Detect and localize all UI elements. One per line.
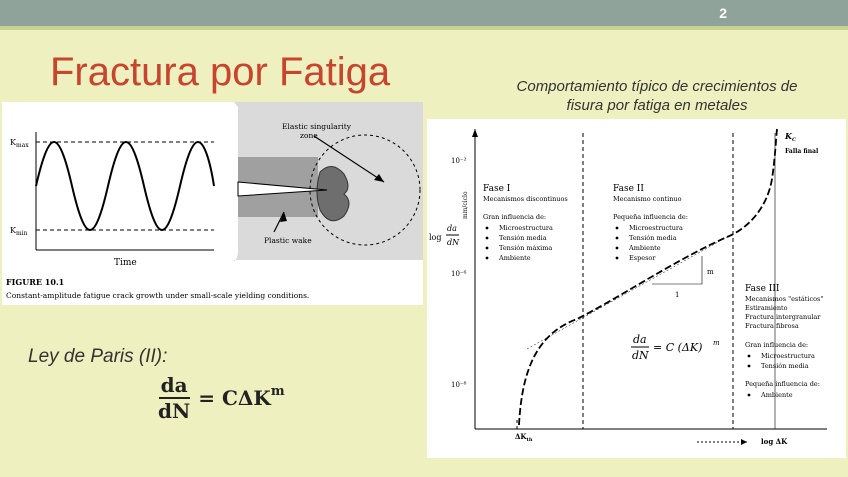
phase-3-line: Mecanismos "estáticos": [745, 295, 824, 303]
phase-3-small-item: Ambiente: [761, 391, 793, 399]
x-axis-label: log ΔK: [761, 437, 788, 446]
phase-1-block: [483, 184, 568, 262]
phase-2-item: Tensión media: [629, 234, 677, 242]
tick-top: 10⁻²: [451, 157, 467, 165]
formula-numerator: da: [160, 373, 188, 397]
figure-subtitle: [487, 77, 827, 115]
phase-1-item: Tensión media: [499, 234, 547, 242]
formula-fraction: [156, 373, 192, 423]
bullet: [616, 257, 619, 260]
plastic-zone-shape: [317, 166, 349, 220]
phase-2-title: Fase II: [613, 184, 644, 194]
bullet: [748, 365, 751, 368]
bullet: [486, 247, 489, 250]
paris-law-heading: Ley de Paris (II):: [28, 346, 168, 367]
bullet: [748, 394, 751, 397]
phase-2-block: [613, 184, 688, 262]
y-label-log: log: [429, 233, 442, 242]
wake-label: Plastic wake: [264, 236, 312, 245]
formula-exponent: m: [270, 383, 285, 399]
phase-2-item: Microestructura: [629, 224, 683, 232]
phase-1-influence: Gran influencia de:: [483, 213, 547, 221]
tick-mid: 10⁻⁶: [451, 270, 467, 278]
bullet: [616, 247, 619, 250]
phase-1-item: Microestructura: [499, 224, 553, 232]
time-label: Time: [114, 258, 137, 268]
phase-3-line: Fractura intergranular: [745, 313, 821, 321]
subtitle-line-2: fisura por fatiga en metales: [566, 97, 748, 114]
phase-3-line: Fractura fibrosa: [745, 322, 799, 330]
dk-threshold: $\Delta K_{th}$: [515, 432, 533, 443]
phase-2-subtitle: Mecanismo continuo: [613, 195, 682, 203]
crack-growth-curve: [519, 129, 777, 425]
singularity-label: Elastic singularity: [282, 122, 352, 131]
phase-2-item: Espesor: [629, 254, 656, 262]
phase-3-great-influence: Gran influencia de:: [745, 341, 809, 349]
figure-caption-title: FIGURE 10.1: [6, 277, 65, 287]
y-axis-units: mm/ciclo: [462, 191, 469, 219]
right-figure: [427, 119, 846, 458]
phase-3-block: [745, 284, 823, 399]
paris-tangent: [527, 237, 727, 349]
formula-denominator: dN: [158, 399, 191, 423]
slope-triangle: [652, 256, 702, 284]
formula-rhs: = CΔK: [198, 386, 271, 410]
phase-1-item: Tensión máxima: [499, 244, 553, 252]
x-axis-hint-arrow: [741, 439, 747, 445]
kmax-label: $K_{max}$: [10, 138, 29, 149]
phase-1-title: Fase I: [483, 184, 511, 194]
singularity-label-2: zone: [300, 131, 318, 140]
phase-2-influence: Pequeña influencia de:: [613, 213, 688, 221]
figure-caption-text: Constant-amplitude fatigue crack growth under small-scale yielding conditions.: [6, 291, 310, 300]
eq-den: dN: [632, 349, 649, 362]
sine-wave: [36, 142, 214, 230]
phase-1-item: Ambiente: [499, 254, 531, 262]
bullet: [616, 227, 619, 230]
falla-final: Falla final: [785, 148, 819, 155]
tick-bot: 10⁻⁸: [451, 381, 467, 389]
slope-m: m: [707, 268, 714, 276]
kc-label: $K_C$: [785, 131, 796, 143]
phase-3-great-item: Microestructura: [761, 352, 815, 360]
slide-number: 2: [719, 5, 727, 21]
phase-3-line: Estiramiento: [745, 304, 788, 312]
y-axis-arrow: [472, 129, 478, 137]
bullet: [616, 237, 619, 240]
kmin-label: $K_{min}$: [10, 226, 28, 237]
bullet: [748, 355, 751, 358]
bullet: [486, 227, 489, 230]
eq-rhs: = C (ΔK): [653, 341, 703, 354]
left-figure: [2, 102, 423, 305]
phase-1-subtitle: Mecanismos discontinuos: [483, 195, 568, 203]
fatigue-growth-diagram: [427, 119, 846, 458]
phase-3-small-influence: Pequeña influencia de:: [745, 380, 820, 388]
paris-equation-diagram: [631, 333, 720, 362]
eq-num: da: [633, 333, 647, 346]
bullet: [486, 257, 489, 260]
subtitle-line-1: Comportamiento típico de crecimientos de: [516, 78, 798, 95]
phase-2-item: Ambiente: [629, 244, 661, 252]
paris-law-formula: [156, 373, 285, 423]
bullet: [486, 237, 489, 240]
y-label-den: dN: [447, 238, 460, 247]
accent-strip: [0, 26, 848, 30]
slide-title: Fractura por Fatiga: [50, 50, 391, 94]
left-figure-graphic: [2, 102, 423, 305]
slope-1: 1: [675, 291, 680, 299]
eq-exp: m: [713, 339, 720, 347]
phase-3-title: Fase III: [745, 284, 780, 294]
phase-3-great-item: Tensión media: [761, 362, 809, 370]
y-label-num: da: [447, 224, 457, 233]
